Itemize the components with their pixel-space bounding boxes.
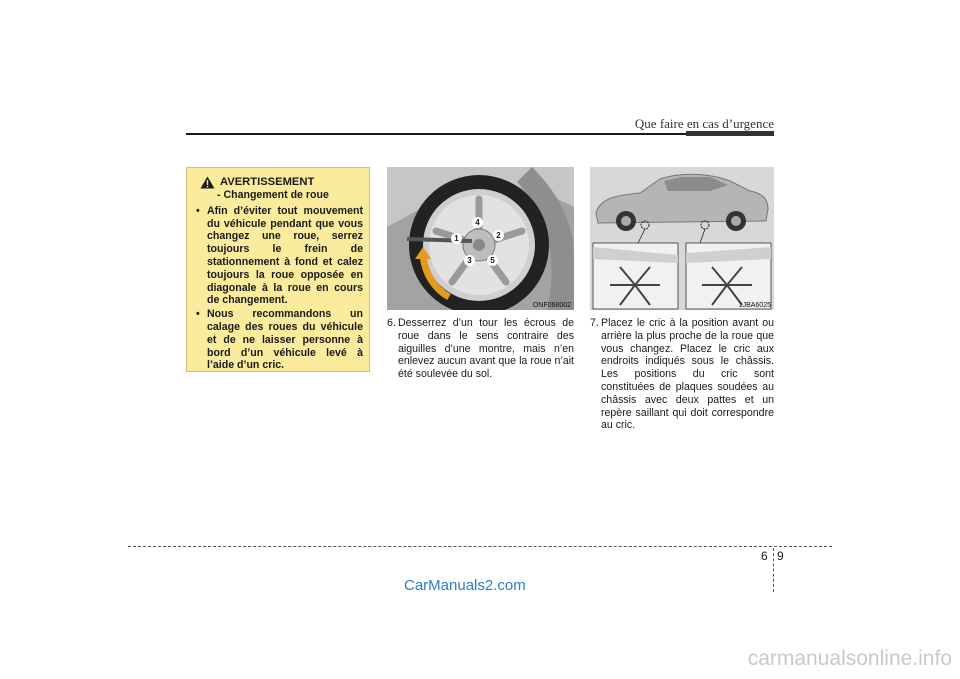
warning-box (186, 167, 370, 372)
car-jack-photo (590, 167, 774, 310)
page-number-divider (773, 548, 774, 592)
watermark-bottom: carmanualsonline.info (747, 647, 952, 670)
car-image-code: 1JBA6025 (738, 302, 771, 309)
watermark-top[interactable]: CarManuals2.com (404, 577, 526, 594)
wheel-image-code: ONF068002 (532, 302, 571, 309)
warning-heading (193, 176, 363, 189)
step-6-number: 6. (387, 317, 396, 329)
warning-item: • Nous recommandons un calage des roues du véhicule et de ne laisser personne à bord d’un véhicule levé à l’aide d’un cric. (193, 308, 363, 372)
lug-label-5: 5 (487, 255, 498, 266)
warning-title: AVERTISSEMENT (220, 176, 315, 189)
step-7-text: Placez le cric à la position avant ou arrière la plus proche de la roue que vous changez. Placez le cric aux endroits indiqués sous le châssis. Les positions du cric sont constituées de plaques soudées au châssis avec deux pattes et un repère saillant qui doit correspondre au cric. (601, 317, 774, 432)
warning-item: • Afin d’éviter tout mouvement du véhicule pendant que vous changez une roue, serrez toujours le frein de stationnement à fond et calez toujours la roue opposée en diagonale à la roue en cours de changement. (193, 205, 363, 307)
header-title: Que faire en cas d’urgence (634, 116, 774, 131)
wheel-photo (387, 167, 574, 310)
step-7-number: 7. (590, 317, 599, 329)
header-rule-accent (686, 131, 774, 136)
lug-label-4: 4 (472, 217, 483, 228)
lug-label-3: 3 (464, 255, 475, 266)
chapter-number: 6 (761, 549, 768, 563)
wheel-illustration (387, 167, 574, 310)
footer-rule (128, 546, 832, 547)
warning-list (193, 205, 363, 372)
step-6 (387, 317, 574, 381)
page-number: 9 (777, 549, 784, 563)
step-7 (590, 317, 774, 432)
warning-subtitle: - Changement de roue (217, 189, 329, 201)
lug-label-1: 1 (451, 233, 462, 244)
lug-label-2: 2 (493, 230, 504, 241)
car-jack-illustration (590, 167, 774, 310)
step-6-text: Desserrez d’un tour les écrous de roue dans le sens contraire des aiguilles d’une montre, mais n’en enlevez aucun avant que la roue n’ait été soulevée du sol. (398, 317, 574, 381)
warning-triangle-icon (200, 176, 215, 189)
